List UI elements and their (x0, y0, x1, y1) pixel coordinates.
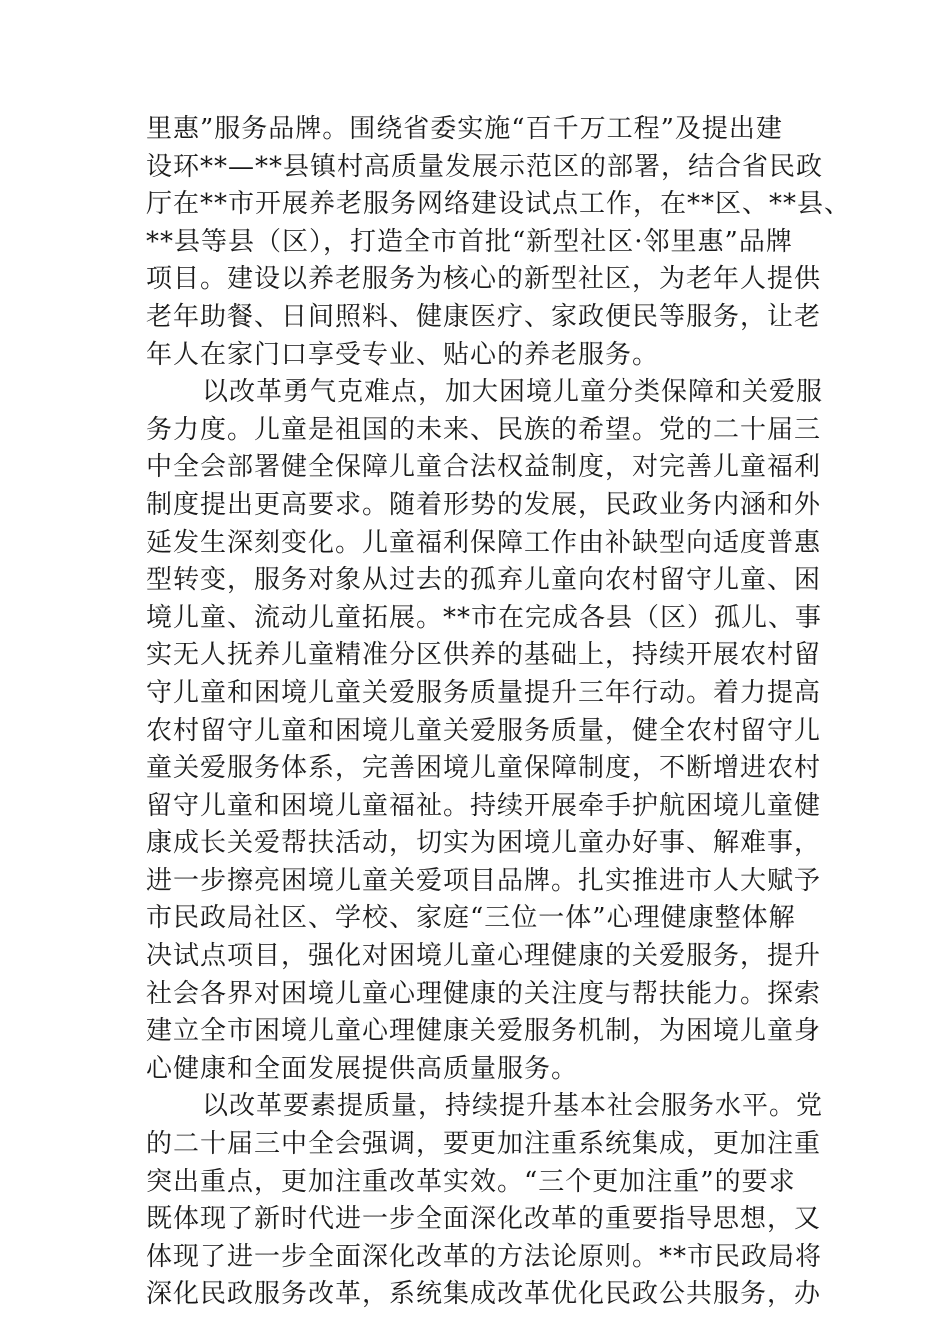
text-line: 留守儿童和困境儿童福祉。持续开展牵手护航困境儿童健 (146, 790, 822, 821)
text-line: 型转变，服务对象从过去的孤弃儿童向农村留守儿童、困 (146, 565, 822, 596)
text-line: 社会各界对困境儿童心理健康的关注度与帮扶能力。探索 (146, 978, 822, 1009)
text-line: 建立全市困境儿童心理健康关爱服务机制，为困境儿童身 (146, 1016, 822, 1047)
text-line: 老年助餐、日间照料、健康医疗、家政便民等服务，让老 (146, 301, 822, 332)
text-line: 康成长关爱帮扶活动，切实为困境儿童办好事、解难事， (146, 828, 822, 859)
text-line: 既体现了新时代进一步全面深化改革的重要指导思想，又 (146, 1204, 822, 1235)
text-line: 的二十届三中全会强调，要更加注重系统集成，更加注重 (146, 1129, 822, 1160)
text-line: 设环**—**县镇村高质量发展示范区的部署，结合省民政 (146, 151, 824, 182)
text-line: 项目。建设以养老服务为核心的新型社区，为老年人提供 (146, 264, 822, 295)
text-line: 实无人抚养儿童精准分区供养的基础上，持续开展农村留 (146, 640, 822, 671)
document-body (146, 111, 852, 1314)
paragraph-first-line: 以改革勇气克难点，加大困境儿童分类保障和关爱服 (202, 377, 824, 408)
text-line: 市民政局社区、学校、家庭“三位一体”心理健康整体解 (146, 903, 796, 934)
text-line: 厅在**市开展养老服务网络建设试点工作，在**区、**县、 (146, 189, 852, 220)
text-line: 境儿童、流动儿童拓展。**市在完成各县（区）孤儿、事 (146, 602, 823, 633)
text-line: 心健康和全面发展提供高质量服务。 (146, 1053, 579, 1084)
text-line: 延发生深刻变化。儿童福利保障工作由补缺型向适度普惠 (146, 527, 822, 558)
text-line: 里惠”服务品牌。围绕省委实施“百千万工程”及提出建 (146, 114, 783, 144)
text-line: 守儿童和困境儿童关爱服务质量提升三年行动。着力提高 (146, 677, 822, 708)
text-line: 体现了进一步全面深化改革的方法论原则。**市民政局将 (146, 1241, 823, 1272)
text-line: 突出重点，更加注重改革实效。“三个更加注重”的要求 (146, 1166, 796, 1197)
text-line: 中全会部署健全保障儿童合法权益制度，对完善儿童福利 (146, 452, 822, 483)
text-line: 农村留守儿童和困境儿童关爱服务质量，健全农村留守儿 (146, 715, 822, 746)
text-line: **县等县（区），打造全市首批“新型社区·邻里惠”品牌 (146, 226, 793, 257)
text-line: 年人在家门口享受专业、贴心的养老服务。 (146, 339, 660, 370)
text-line: 制度提出更高要求。随着形势的发展，民政业务内涵和外 (146, 489, 822, 520)
text-line: 进一步擦亮困境儿童关爱项目品牌。扎实推进市人大赋予 (146, 865, 822, 896)
text-line: 童关爱服务体系，完善困境儿童保障制度，不断增进农村 (146, 753, 822, 784)
paragraph-first-line: 以改革要素提质量，持续提升基本社会服务水平。党 (202, 1091, 824, 1122)
text-line: 决试点项目，强化对困境儿童心理健康的关爱服务，提升 (146, 941, 822, 972)
text-line: 深化民政服务改革，系统集成改革优化民政公共服务，办 (146, 1279, 822, 1310)
text-line: 务力度。儿童是祖国的未来、民族的希望。党的二十届三 (146, 414, 822, 445)
